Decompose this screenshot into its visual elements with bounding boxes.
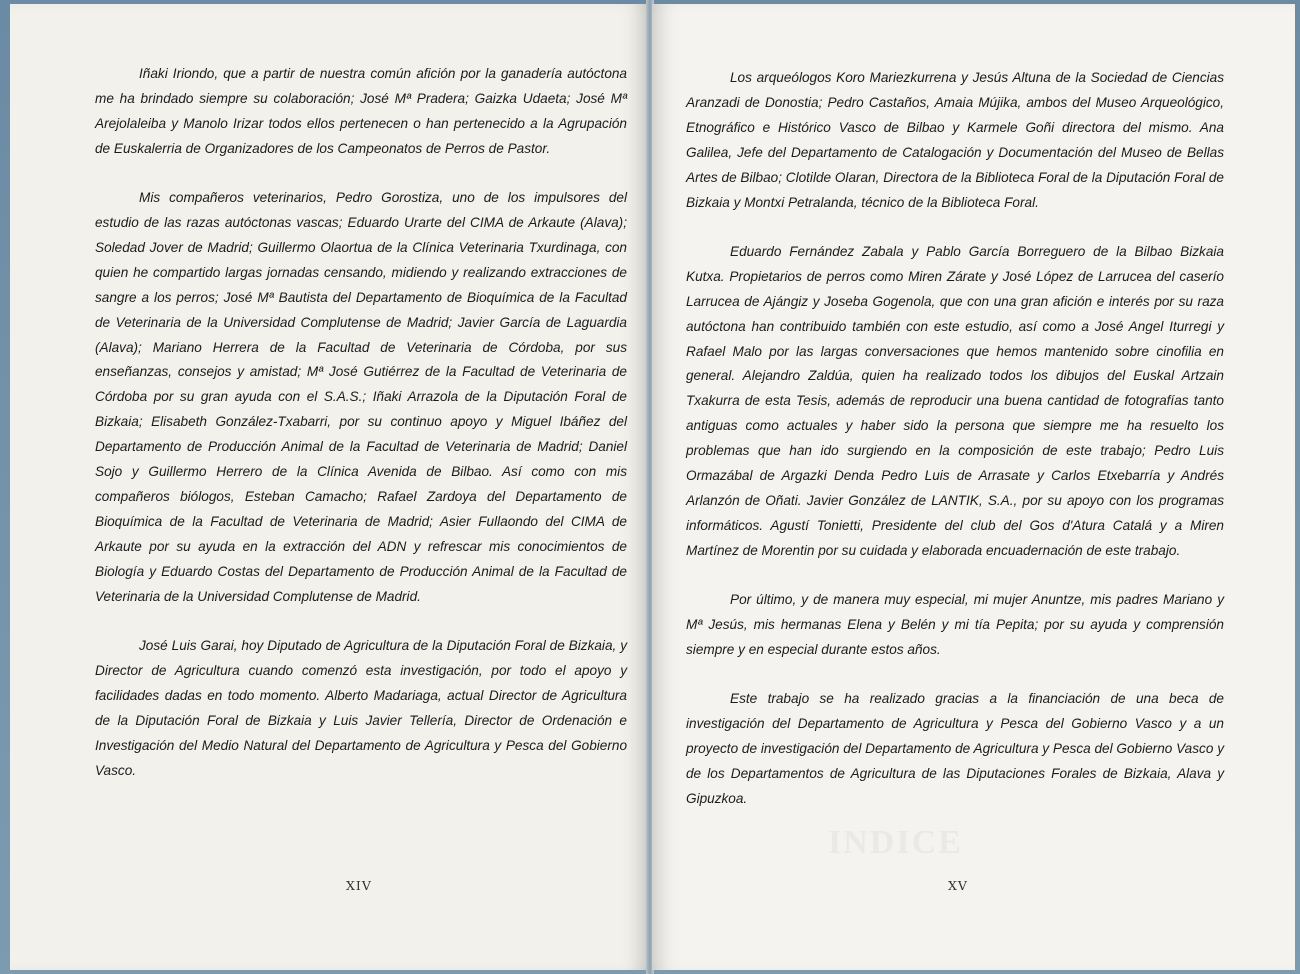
right-paragraph-2: Eduardo Fernández Zabala y Pablo García Borreguero de la Bilbao Bizkaia Kutxa. Propietarios de perros como Miren Zárate y José López de Larrucea del caserío Larrucea de Ajángiz y Joseba Gogenola, que con una gran afición e interés por su raza autóctona han contribuido también con este estudio, así como a José Angel Iturregi y Rafael Malo por las largas conversaciones que hemos mantenido sobre cinofilia en general. Alejandro Zaldúa, quien ha realizado todos los dibujos del Euskal Artzain Txakurra de esta Tesis, además de reproducir una buena cantidad de fotografías tanto antiguas como actuales y haber sido la persona que siempre me ha resuelto los problemas que han ido surgiendo en la composición de este trabajo; Pedro Luis Ormazábal de Argazki Denda Pedro Luis de Arrasate y Carlos Etxebarría y Andrés Arlanzón de Oñati. Javier González de LANTIK, S.A., por su apoyo con los programas informáticos. Agustí Tonietti, Presidente del club del Gos d'Atura Catalá y a Miren Martínez de Morentin por su cuidada y elaborada encuadernación de este trabajo. — [686, 243, 1224, 558]
right-page-number: XV — [948, 878, 968, 893]
left-page — [10, 4, 648, 970]
left-page-body — [95, 62, 627, 808]
right-paragraph-1: Los arqueólogos Koro Mariezkurrena y Jesús Altuna de la Sociedad de Ciencias Aranzadi de Donostia; Pedro Castaños, Amaia Mújika, ambos del Museo Arqueológico, Etnográfico e Histórico Vasco de Bilbao y Karmele Goñi directora del mismo. Ana Galilea, Jefe del Departamento de Catalogación y Documentación del Museo de Bellas Artes de Bilbao; Clotilde Olaran, Directora de la Biblioteca Foral de la Diputación Foral de Bizkaia y Montxi Petralanda, técnico de la Biblioteca Foral. — [686, 70, 1224, 210]
left-page-number: XIV — [346, 878, 372, 893]
left-paragraph-3: José Luis Garai, hoy Diputado de Agricultura de la Diputación Foral de Bizkaia, y Director de Agricultura cuando comenzó esta investigación, por todo el apoyo y facilidades dadas en todo momento. Alberto Madariaga, actual Director de Agricultura de la Diputación Foral de Bizkaia y Luis Javier Tellería, Director de Ordenación e Investigación del Medio Natural del Departamento de Agricultura y Pesca del Gobierno Vasco. — [95, 638, 627, 778]
right-paragraph-4: Este trabajo se ha realizado gracias a la financiación de una beca de investigación del Departamento de Agricultura y Pesca del Gobierno Vasco y a un proyecto de investigación del Departamento de Agricultura y Pesca del Gobierno Vasco y de los Departamentos de Agricultura de las Diputaciones Forales de Bizkaia, Alava y Gipuzkoa. — [686, 691, 1224, 807]
right-page — [652, 4, 1295, 970]
bleed-through-heading: INDICE — [828, 824, 963, 861]
right-page-body — [686, 66, 1224, 836]
right-paragraph-3: Por último, y de manera muy especial, mi mujer Anuntze, mis padres Mariano y Mª Jesús, mis hermanas Elena y Belén y mi tía Pepita; por su ayuda y comprensión siempre y en especial durante estos años. — [686, 592, 1224, 658]
left-paragraph-1: Iñaki Iriondo, que a partir de nuestra común afición por la ganadería autóctona me ha brindado siempre su colaboración; José Mª Pradera; Gaizka Udaeta; José Mª Arejolaleiba y Manolo Irizar todos ellos pertenecen o han pertenecido a la Agrupación de Euskalerria de Organizadores de los Campeonatos de Perros de Pastor. — [95, 66, 627, 156]
left-paragraph-2: Mis compañeros veterinarios, Pedro Gorostiza, uno de los impulsores del estudio de las razas autóctonas vascas; Eduardo Urarte del CIMA de Arkaute (Alava); Soledad Jover de Madrid; Guillermo Olaortua de la Clínica Veterinaria Txurdinaga, con quien he compartido largas jornadas censando, midiendo y realizando extracciones de sangre a los perros; José Mª Bautista del Departamento de Bioquímica de la Facultad de Veterinaria de la Universidad Complutense de Madrid; Javier García de Laguardia (Alava); Mariano Herrera de la Facultad de Veterinaria de Córdoba, por sus enseñanzas, consejos y amistad; Mª José Gutiérrez de la Facultad de Veterinaria de Córdoba por su gran ayuda con el S.A.S.; Iñaki Arrazola de la Diputación Foral de Bizkaia; Elisabeth González-Txabarri, por su continuo apoyo y Miguel Ibáñez del Departamento de Producción Animal de la Facultad de Veterinaria de Madrid; Daniel Sojo y Guillermo Herrero de la Clínica Avenida de Bilbao. Así como con mis compañeros biólogos, Esteban Camacho; Rafael Zardoya del Departamento de Bioquímica de la Facultad de Veterinaria de Madrid; Asier Fullaondo del CIMA de Arkaute por su ayuda en la extracción del ADN y refrescar mis conocimientos de Biología y Eduardo Costas del Departamento de Producción Animal de la Facultad de Veterinaria de la Universidad Complutense de Madrid. — [95, 190, 627, 604]
